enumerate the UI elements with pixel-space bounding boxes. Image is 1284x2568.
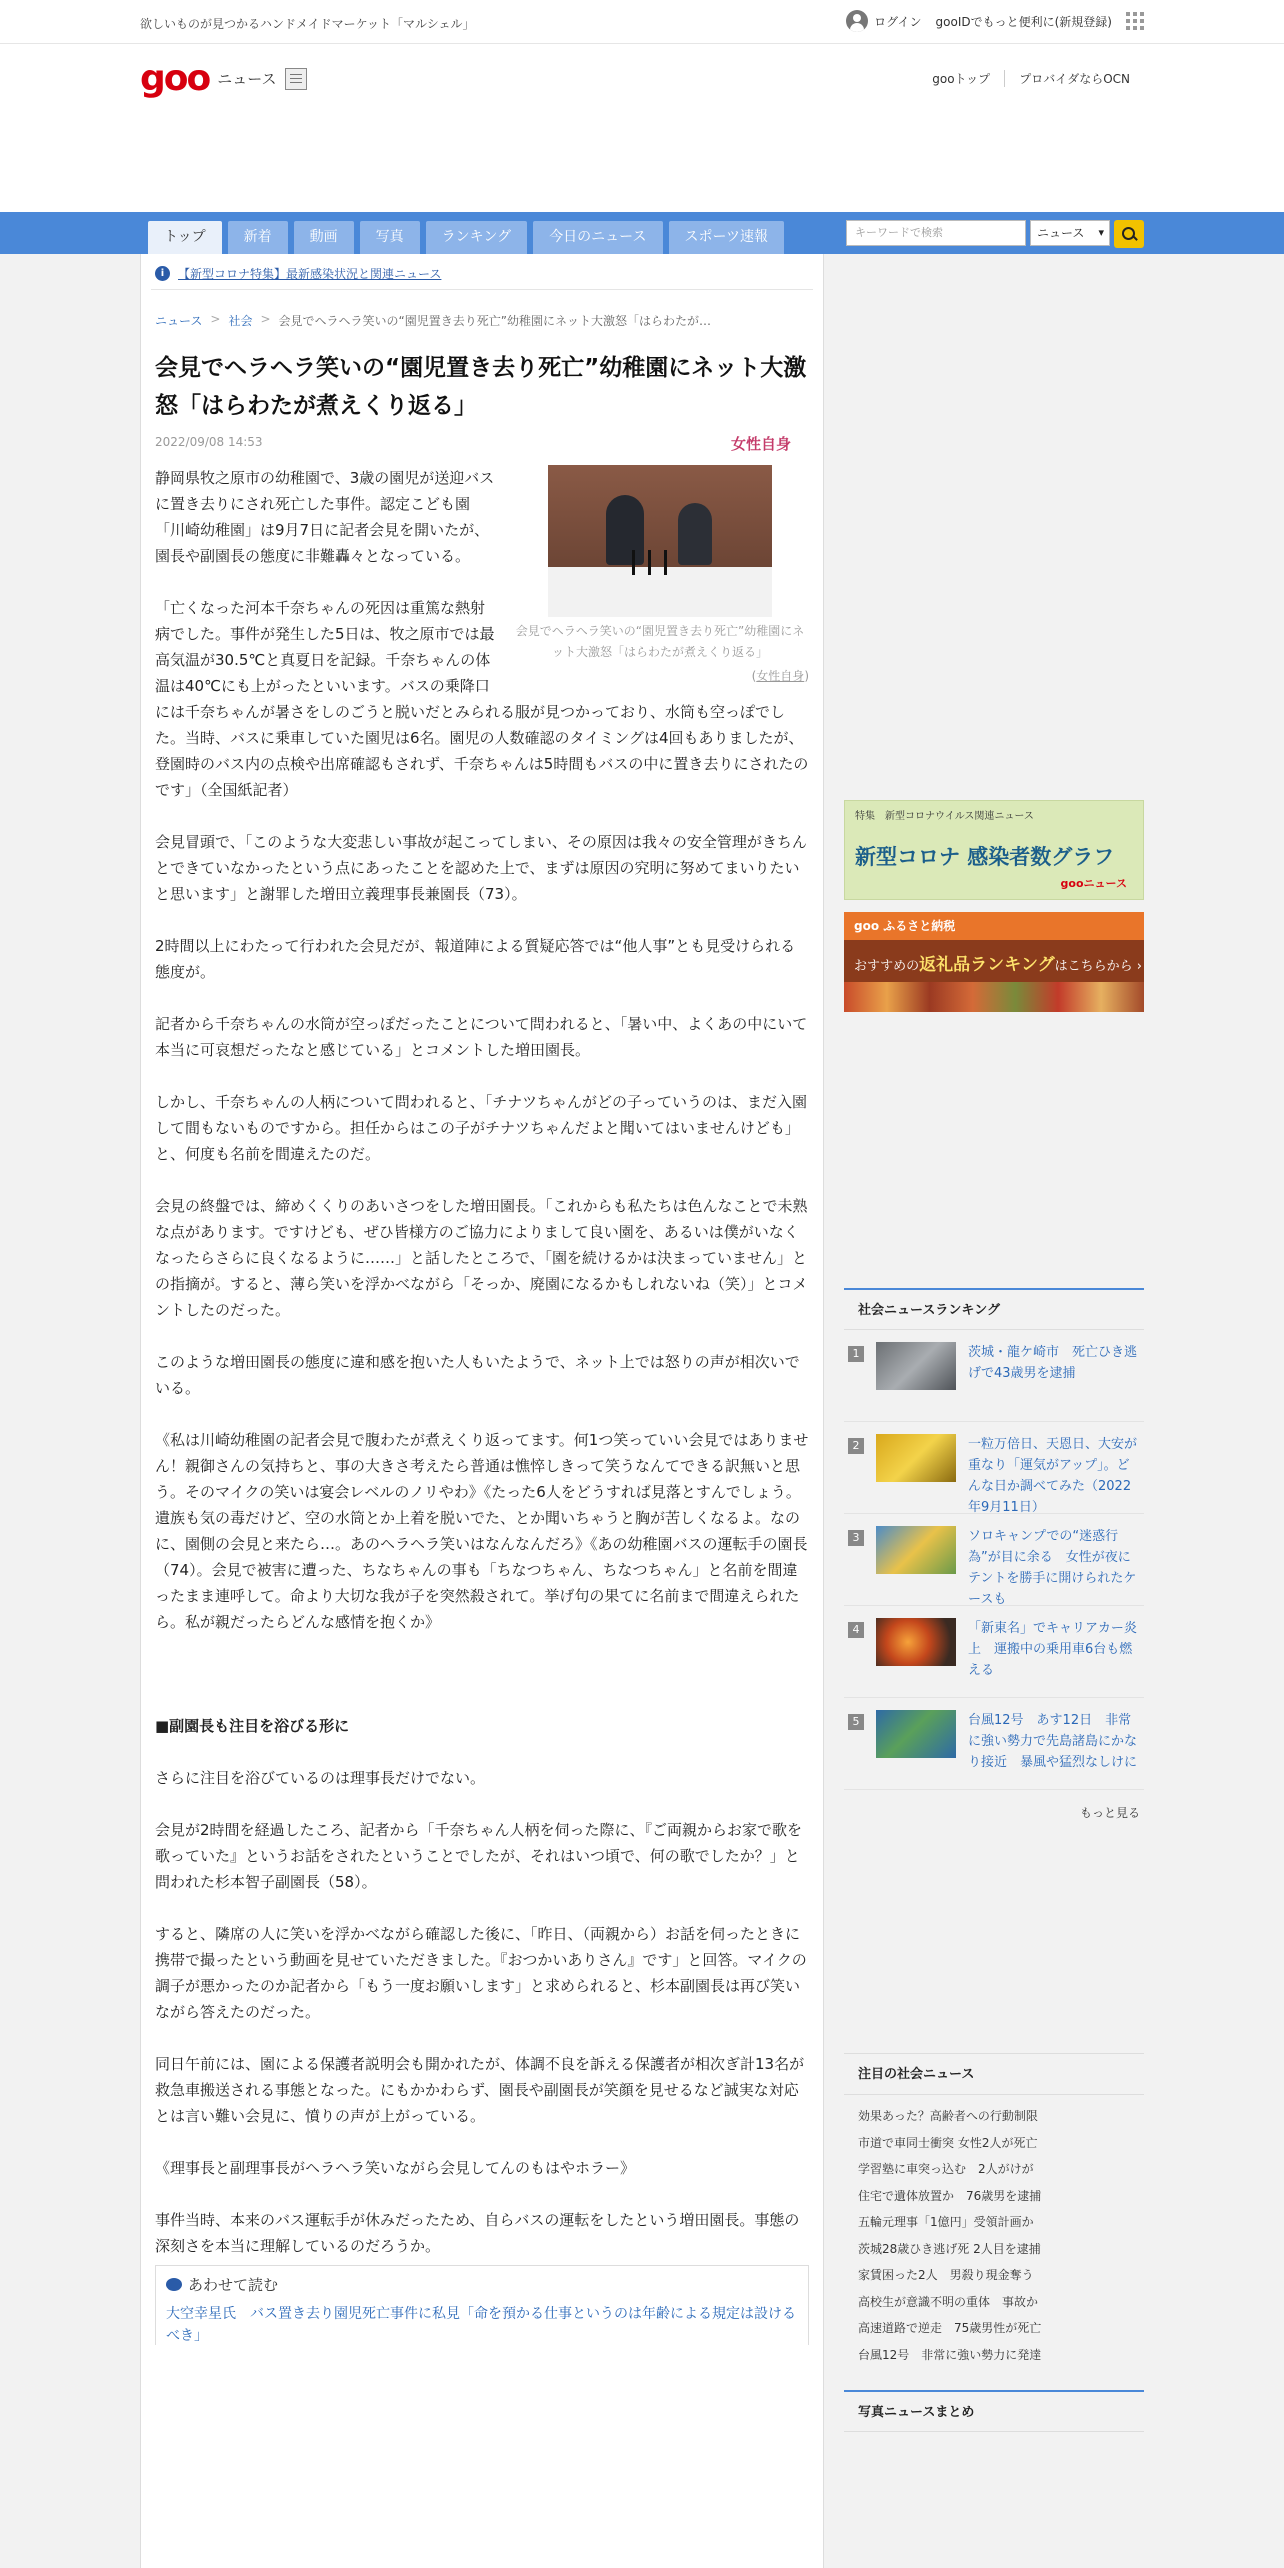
info-icon: i — [155, 266, 170, 281]
goo-top-link[interactable]: gooトップ — [932, 72, 991, 86]
attention-section — [844, 2053, 1144, 2368]
photo-news-heading: 写真ニュースまとめ — [844, 2390, 1144, 2432]
login-link[interactable] — [846, 10, 921, 32]
goo-logo-text: goo — [140, 58, 210, 99]
ranking-thumbnail — [876, 1618, 956, 1666]
paragraph: 《私は川崎幼稚園の記者会見で腹わたが煮えくり返ってます。何1つ笑っていい会見ではありません！親御さんの気持ちと、事の大きさ考えたら普通は憔悴しきって笑うなんてできる訳無いと思う。そのマイクの笑いは宴会レベルのノリやわ》《たった6人をどうすれば見落とすんでしょう。遺族も気の毒だけど、空の水筒とか上着を脱いでた、とか聞いちゃうと胸が苦しくなるよ。なのに、園側の会見と来たら…。あのヘラヘラ笑いはなんなんだろ》《あの幼稚園バスの運転手の園長（74）。会見で被害に遭った、ちなちゃんの事も「ちなつちゃん、ちなつちゃん」と名前を間違ったまま連呼して。命より大切な我が子を突然殺されて。挙げ句の果てに名前まで間違えられたら。私が親だったらどんな感情を抱くか》 — [155, 1431, 809, 1631]
tab-top[interactable]: トップ — [148, 221, 222, 254]
ranking-thumbnail — [876, 1342, 956, 1390]
login-label: ログイン — [874, 14, 922, 29]
subheading: ■副園長も注目を浴びる形に — [155, 1717, 350, 1735]
ranking-section — [844, 1288, 1144, 1835]
tab-new[interactable]: 新着 — [228, 221, 288, 254]
paragraph: 記者から千奈ちゃんの水筒が空っぽだったことについて問われると、「暑い中、よくあの中にいて本当に可哀想だったなと感じている」とコメントした増田園長。 — [155, 1015, 808, 1059]
attention-item[interactable]: 市道で車同士衝突 女性2人が死亡 — [858, 2135, 1038, 2150]
ranking-item[interactable] — [844, 1422, 1144, 1514]
covid-banner-brand: gooニュース — [1060, 877, 1127, 890]
breadcrumb-society[interactable]: 社会 — [228, 314, 253, 328]
attention-item[interactable]: 高校生が意識不明の重体 事故か — [858, 2294, 1039, 2309]
furusato-prefix: おすすめの — [854, 959, 920, 974]
paragraph: すると、隣席の人に笑いを浮かべながら確認した後に、「昨日、（両親から）お話を伺ったときに携帯で撮ったという動画を見せていただきました。『おつかいありさん』です」と回答。マイクの調子が悪かったのか記者から「もう一度お願いします」と求められると、杉本副園長は再び笑いながら答えたのだった。 — [155, 1925, 807, 2021]
attention-heading: 注目の社会ニュース — [844, 2053, 1144, 2095]
paragraph: 静岡県牧之原市の幼稚園で、3歳の園児が送迎バスに置き去りにされ死亡した事件。認定こども園「川崎幼稚園」は9月7日に記者会見を開いたが、園長や副園長の態度に非難轟々となっている。 — [155, 469, 495, 565]
related-link[interactable]: 大空幸星氏 バス置き去り園児死亡事件に私見「命を預かる仕事というのは年齢による規定は設けるべき」 — [166, 2306, 796, 2344]
covid-graph-banner[interactable] — [844, 800, 1144, 900]
tab-ranking[interactable]: ランキング — [426, 221, 528, 254]
ranking-thumbnail — [876, 1434, 956, 1482]
covid-banner-title: 新型コロナ 感染者数グラフ — [855, 845, 1115, 869]
search-input[interactable]: キーワードで検索 — [846, 220, 1026, 246]
ranking-title: 「新東名」でキャリアカー炎上 運搬中の乗用車6台も燃える — [968, 1621, 1137, 1678]
news-section-label: ニュース — [217, 70, 277, 88]
furusato-banner[interactable] — [844, 912, 1144, 1012]
attention-list — [844, 2095, 1144, 2368]
ranking-thumbnail — [876, 1526, 956, 1574]
site-header — [0, 44, 1284, 212]
photo-source — [511, 663, 809, 689]
press-conference-photo[interactable] — [548, 465, 772, 617]
ranking-more-link[interactable]: もっと見る — [1079, 1806, 1140, 1820]
ranking-thumbnail — [876, 1710, 956, 1758]
article-body — [155, 465, 809, 2259]
ranking-title: 茨城・龍ケ崎市 死亡ひき逃げで43歳男を逮捕 — [968, 1345, 1138, 1381]
search-icon[interactable] — [1114, 220, 1144, 248]
rank-number: 3 — [848, 1530, 864, 1546]
ranking-title: 台風12号 あす12日 非常に強い勢力で先島諸島にかなり接近 暴風や猛烈なしけに — [968, 1713, 1138, 1770]
header-links — [918, 70, 1144, 87]
tab-video[interactable]: 動画 — [294, 221, 354, 254]
furusato-highlight: 返礼品ランキング — [919, 955, 1055, 975]
related-heading — [166, 2274, 798, 2295]
attention-item[interactable]: 家賃困った2人 男殺り現金奪う — [858, 2268, 1034, 2282]
publisher-logo[interactable]: 女性自身 — [730, 435, 791, 453]
attention-item[interactable]: 茨城28歳ひき逃げ死 2人目を逮捕 — [858, 2241, 1041, 2256]
rank-number: 1 — [848, 1346, 864, 1362]
paragraph: 「亡くなった河本千奈ちゃんの死因は重篤な熱射病でした。事件が発生した5日は、牧之原市では最高気温が30.5℃と真夏日を記録。千奈ちゃんの体温は40℃にも上がったといいます。バスの乗降口には千奈ちゃんが暑さをしのごうと脱いだとみられる服が見つかっており、水筒も空っぽでした。当時、バスに乗車していた園児は6名。園児の人数確認のタイミングは4回もありましたが、登園時のバス内の点検や出席確認もされず、千奈ちゃんは5時間もバスの中に置き去りにされたのです」（全国紙記者） — [155, 599, 809, 799]
sidebar — [844, 254, 1144, 2432]
rank-number: 4 — [848, 1622, 864, 1638]
breadcrumb-news[interactable]: ニュース — [155, 314, 203, 328]
paragraph: 2時間以上にわたって行われた会見だが、報道陣による質疑応答では“他人事”とも見受けられる態度が。 — [155, 937, 796, 981]
ranking-item[interactable] — [844, 1606, 1144, 1698]
photo-source-close: ) — [804, 669, 809, 683]
breadcrumb-current: 会見でヘラヘラ笑いの“園児置き去り死亡”幼稚園にネット大激怒「はらわたが… — [278, 314, 711, 328]
goo-news-logo[interactable] — [140, 58, 307, 99]
attention-item[interactable]: 台風12号 非常に強い勢力に発達 — [858, 2347, 1042, 2362]
furusato-banner-bar: goo ふるさと納税 — [844, 912, 1144, 940]
paragraph: 事件当時、本来のバス運転手が休みだったため、自らバスの運転をしたという増田園長。事態の深刻さを本当に理解しているのだろうか。 — [155, 2211, 800, 2255]
breadcrumb — [155, 312, 809, 329]
paragraph: しかし、千奈ちゃんの人柄について問われると、「チナツちゃんがどの子っていうのは、まだ入園して間もないものですから。担任からはこの子がチナツちゃんだよと聞いてはいませんけども」と、何度も名前を間違えたのだ。 — [155, 1093, 808, 1163]
ranking-item[interactable] — [844, 1514, 1144, 1606]
related-heading-label: あわせて読む — [188, 2276, 279, 2294]
paragraph: 同日午前には、園による保護者説明会も開かれたが、体調不良を訴える保護者が相次ぎ計13名が救急車搬送される事態となった。にもかかわらず、園長や副園長が笑顔を見せるなど誠実な対応とは言い難い会見に、憤りの声が上がっている。 — [155, 2055, 805, 2125]
attention-item[interactable]: 効果あった？高齢者への行動制限 — [858, 2109, 1038, 2123]
photo-news-section — [844, 2390, 1144, 2432]
nav-tabs — [148, 221, 784, 254]
account-area — [846, 10, 1144, 32]
paragraph: 会見冒頭で、「このような大変悲しい事故が起こってしまい、その原因は我々の安全管理がきちんとできていなかったという点にあったことを認めた上で、まずは原因の究明に努めてまいりたいと思います」と謝罪した増田立義理事長兼園長（73）。 — [155, 833, 807, 903]
article-column — [140, 254, 824, 2568]
avatar-icon — [846, 10, 868, 32]
marche-promo-link[interactable]: 欲しいものが見つかるハンドメイドマーケット「マルシェル」 — [140, 17, 475, 31]
covid-notice-link[interactable]: 【新型コロナ特集】最新感染状況と関連ニュース — [178, 267, 442, 281]
paragraph: このような増田園長の態度に違和感を抱いた人もいたようで、ネット上では怒りの声が相次いでいる。 — [155, 1353, 800, 1397]
paragraph: 会見が2時間を経過したころ、記者から「千奈ちゃん人柄を伺った際に、『ご両親からお家で歌を歌っていた』というお話をされたということでしたが、それはいつ頃で、何の歌でしたか？」と問われた杉本智子副園長（58）。 — [155, 1821, 803, 1891]
ocn-link[interactable]: プロバイダならOCN — [1019, 72, 1130, 86]
rank-number: 2 — [848, 1438, 864, 1454]
tab-today[interactable]: 今日のニュース — [533, 221, 662, 254]
register-link[interactable]: gooIDでもっと便利に(新規登録) — [935, 14, 1112, 29]
newspaper-icon — [285, 68, 307, 90]
article-meta — [155, 435, 809, 455]
ranking-item[interactable] — [844, 1698, 1144, 1790]
furusato-banner-text — [854, 950, 1142, 975]
furusato-suffix: はこちらから › — [1054, 959, 1142, 974]
breadcrumb-separator: > — [210, 312, 221, 326]
attention-item[interactable]: 住宅で遺体放置か 76歳男を逮捕 — [858, 2188, 1042, 2203]
ranking-heading: 社会ニュースランキング — [844, 1288, 1144, 1330]
tab-sports[interactable]: スポーツ速報 — [669, 221, 784, 254]
breadcrumb-separator: > — [260, 312, 271, 326]
related-box — [155, 2265, 809, 2345]
photo-source-open: ( — [751, 669, 757, 683]
paragraph: 《理事長と副理事長がヘラヘラ笑いながら会見してんのもはやホラー》 — [155, 2159, 636, 2177]
top-bar — [0, 0, 1284, 44]
search-scope-select[interactable]: ニュース ▾ — [1030, 220, 1110, 246]
tab-photo[interactable]: 写真 — [360, 221, 420, 254]
photo-caption: 会見でヘラヘラ笑いの“園児置き去り死亡”幼稚園にネット大激怒「はらわたが煮えくり返る」 — [515, 624, 805, 659]
rank-number: 5 — [848, 1714, 864, 1730]
speech-bubble-icon — [166, 2278, 182, 2291]
furusato-food-strip — [844, 982, 1144, 1012]
ranking-item[interactable] — [844, 1330, 1144, 1422]
article-date: 2022/09/08 14:53 — [155, 435, 263, 449]
attention-item[interactable]: 高速道路で逆走 75歳男性が死亡 — [858, 2321, 1042, 2335]
ranking-title: 一粒万倍日、天恩日、大安が重なり「運気がアップ」。どんな日か調べてみた（2022年9月11日） — [968, 1437, 1138, 1515]
article-title: 会見でヘラヘラ笑いの“園児置き去り死亡”幼稚園にネット大激怒「はらわたが煮えくり返る」 — [155, 355, 807, 419]
attention-item[interactable]: 五輪元理事「1億円」受領計画か — [858, 2215, 1034, 2229]
paragraph: さらに注目を浴びているのは理事長だけでない。 — [155, 1769, 486, 1787]
paragraph: 会見の終盤では、締めくくりのあいさつをした増田園長。「これからも私たちは色んなことで未熟な点があります。ですけども、ぜひ皆様方のご協力によりまして良い園を、あるいは僕がいなくなったらさらに良くなるように……」と話したところで、「園を続けるかは決まっていません」との指摘が。すると、薄ら笑いを浮かべながら「そっか、廃園になるかもしれないね（笑）」とコメントしたのだった。 — [155, 1197, 808, 1319]
ranking-title: ソロキャンプでの“迷惑行為”が目に余る 女性が夜にテントを勝手に開けられたケースも — [968, 1529, 1137, 1607]
article-figure — [511, 465, 809, 689]
covid-banner-label: 特集 新型コロナウイルス関連ニュース — [855, 811, 1034, 822]
main-nav — [0, 212, 1284, 254]
apps-grid-icon[interactable] — [1126, 12, 1144, 30]
search-area — [846, 220, 1144, 248]
attention-item[interactable]: 学習塾に車突っ込む 2人がけが — [858, 2162, 1034, 2176]
covid-notice — [151, 258, 813, 290]
photo-source-link[interactable]: 女性自身 — [756, 669, 805, 683]
